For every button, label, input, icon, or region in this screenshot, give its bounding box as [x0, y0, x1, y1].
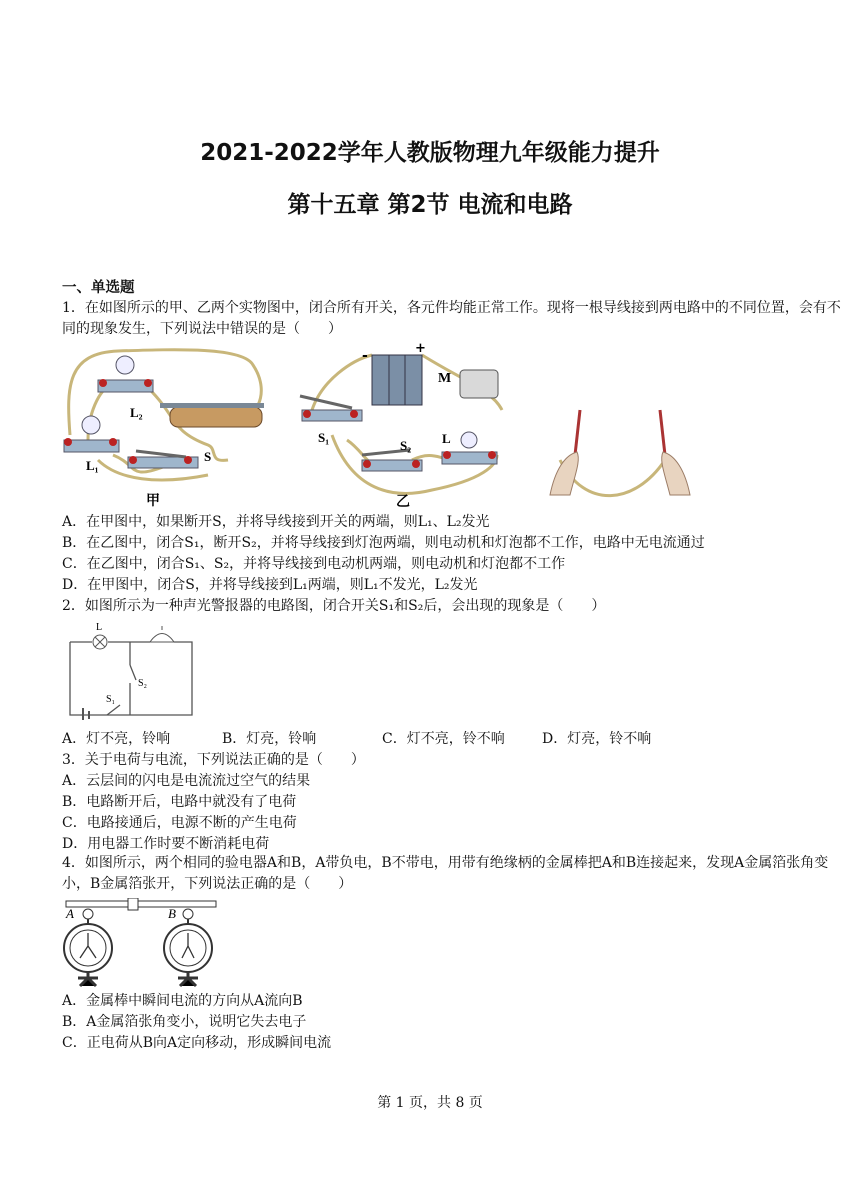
label-l: L: [442, 431, 451, 446]
question-number: 3．: [62, 752, 85, 768]
q2-option-d: D．灯亮，铃不响: [542, 731, 652, 747]
label-l2: L₂: [130, 405, 143, 420]
label-l: L: [96, 622, 103, 633]
q1-option-c: C．在乙图中，闭合S₁、S₂，并将导线接到电动机两端，则电动机和灯泡都不工作: [62, 556, 566, 572]
figure-circuit-yi: [292, 340, 517, 512]
question-number: 4．: [62, 855, 85, 871]
q3-option-c: C．电路接通后，电源不断的产生电荷: [62, 815, 297, 831]
figure-electroscopes: [58, 898, 228, 990]
label-s1: S₁: [318, 430, 330, 445]
figure-alarm-circuit: [62, 620, 202, 720]
motor-icon: [460, 370, 498, 398]
battery-icon: [170, 407, 262, 427]
q3-option-d: D．用电器工作时要不断消耗电荷: [62, 836, 270, 852]
section-heading: 一、单选题: [62, 280, 135, 296]
q1-option-b: B．在乙图中，闭合S₁，断开S₂，并将导线接到灯泡两端，则电动机和灯泡都不工作，电路中无电流通过: [62, 535, 705, 551]
label-b: B: [168, 906, 176, 921]
figure-hands-wire: [545, 400, 695, 500]
q3-option-a: A．云层间的闪电是电流流过空气的结果: [62, 773, 311, 789]
q2-option-a: A．灯不亮，铃响: [62, 731, 171, 747]
page-footer: 第 1 页，共 8 页: [377, 1095, 483, 1111]
label-yi: 乙: [396, 494, 410, 510]
svg-text:+: +: [415, 341, 426, 356]
document-subtitle: 第十五章 第2节 电流和电路: [287, 192, 573, 218]
q4-option-a: A．金属棒中瞬间电流的方向从A流向B: [62, 993, 303, 1009]
label-a: A: [66, 906, 74, 921]
label-l1: L₁: [86, 458, 99, 473]
document-title: 2021-2022学年人教版物理九年级能力提升: [200, 140, 660, 166]
right-hand-icon: [662, 452, 690, 495]
battery-pack-icon: [372, 355, 422, 405]
q2-options-row: [62, 730, 651, 748]
left-hand-icon: [550, 452, 578, 495]
metal-rod-icon: [66, 901, 216, 907]
q2-option-c: C．灯不亮，铃不响: [382, 731, 505, 747]
label-s: S: [204, 449, 212, 464]
q1-option-a: A．在甲图中，如果断开S，并将导线接到开关的两端，则L₁、L₂发光: [62, 514, 490, 530]
l1-bulb-icon: [82, 416, 100, 434]
l2-bulb-icon: [116, 356, 134, 374]
question-number: 1．: [62, 300, 85, 316]
q3-option-b: B．电路断开后，电路中就没有了电荷: [62, 794, 297, 810]
lamp-l-bulb-icon: [461, 432, 477, 448]
q2-option-b: B．灯亮，铃响: [222, 731, 317, 747]
q1-option-d: D．在甲图中，闭合S，并将导线接到L₁两端，则L₁不发光，L₂发光: [62, 577, 478, 593]
question-1-stem: 1．在如图所示的甲、乙两个实物图中，闭合所有开关，各元件均能正常工作。现将一根导线接到两电路中的不同位置，会有不同的现象发生，下列说法中错误的是（ ）: [62, 300, 841, 337]
battery-icon: [82, 708, 84, 720]
label-m: M: [438, 371, 452, 386]
q4-option-b: B．A金属箔张角变小，说明它失去电子: [62, 1014, 307, 1030]
question-2-stem: 2．如图所示为一种声光警报器的电路图，闭合开关S₁和S₂后，会出现的现象是（ ）: [62, 598, 606, 614]
question-4-stem: 4．如图所示，两个相同的验电器A和B，A带负电，B不带电，用带有绝缘柄的金属棒把A和B连接起来，发现A金属箔张角变小，B金属箔张开，下列说法正确的是（ ）: [62, 855, 829, 892]
label-s2: S₂: [400, 438, 412, 453]
svg-text:-: -: [362, 348, 368, 364]
label-jia: 甲: [146, 493, 160, 509]
question-number: 2．: [62, 598, 85, 614]
figure-circuit-jia: [58, 345, 283, 510]
bell-icon: [150, 634, 174, 643]
q4-option-c: C．正电荷从B向A定向移动，形成瞬间电流: [62, 1035, 332, 1051]
insulated-handle-icon: [128, 898, 138, 910]
question-3-stem: 3．关于电荷与电流，下列说法正确的是（ ）: [62, 752, 365, 768]
label-s2: S₂: [138, 678, 148, 689]
label-s1: S₁: [106, 694, 116, 705]
